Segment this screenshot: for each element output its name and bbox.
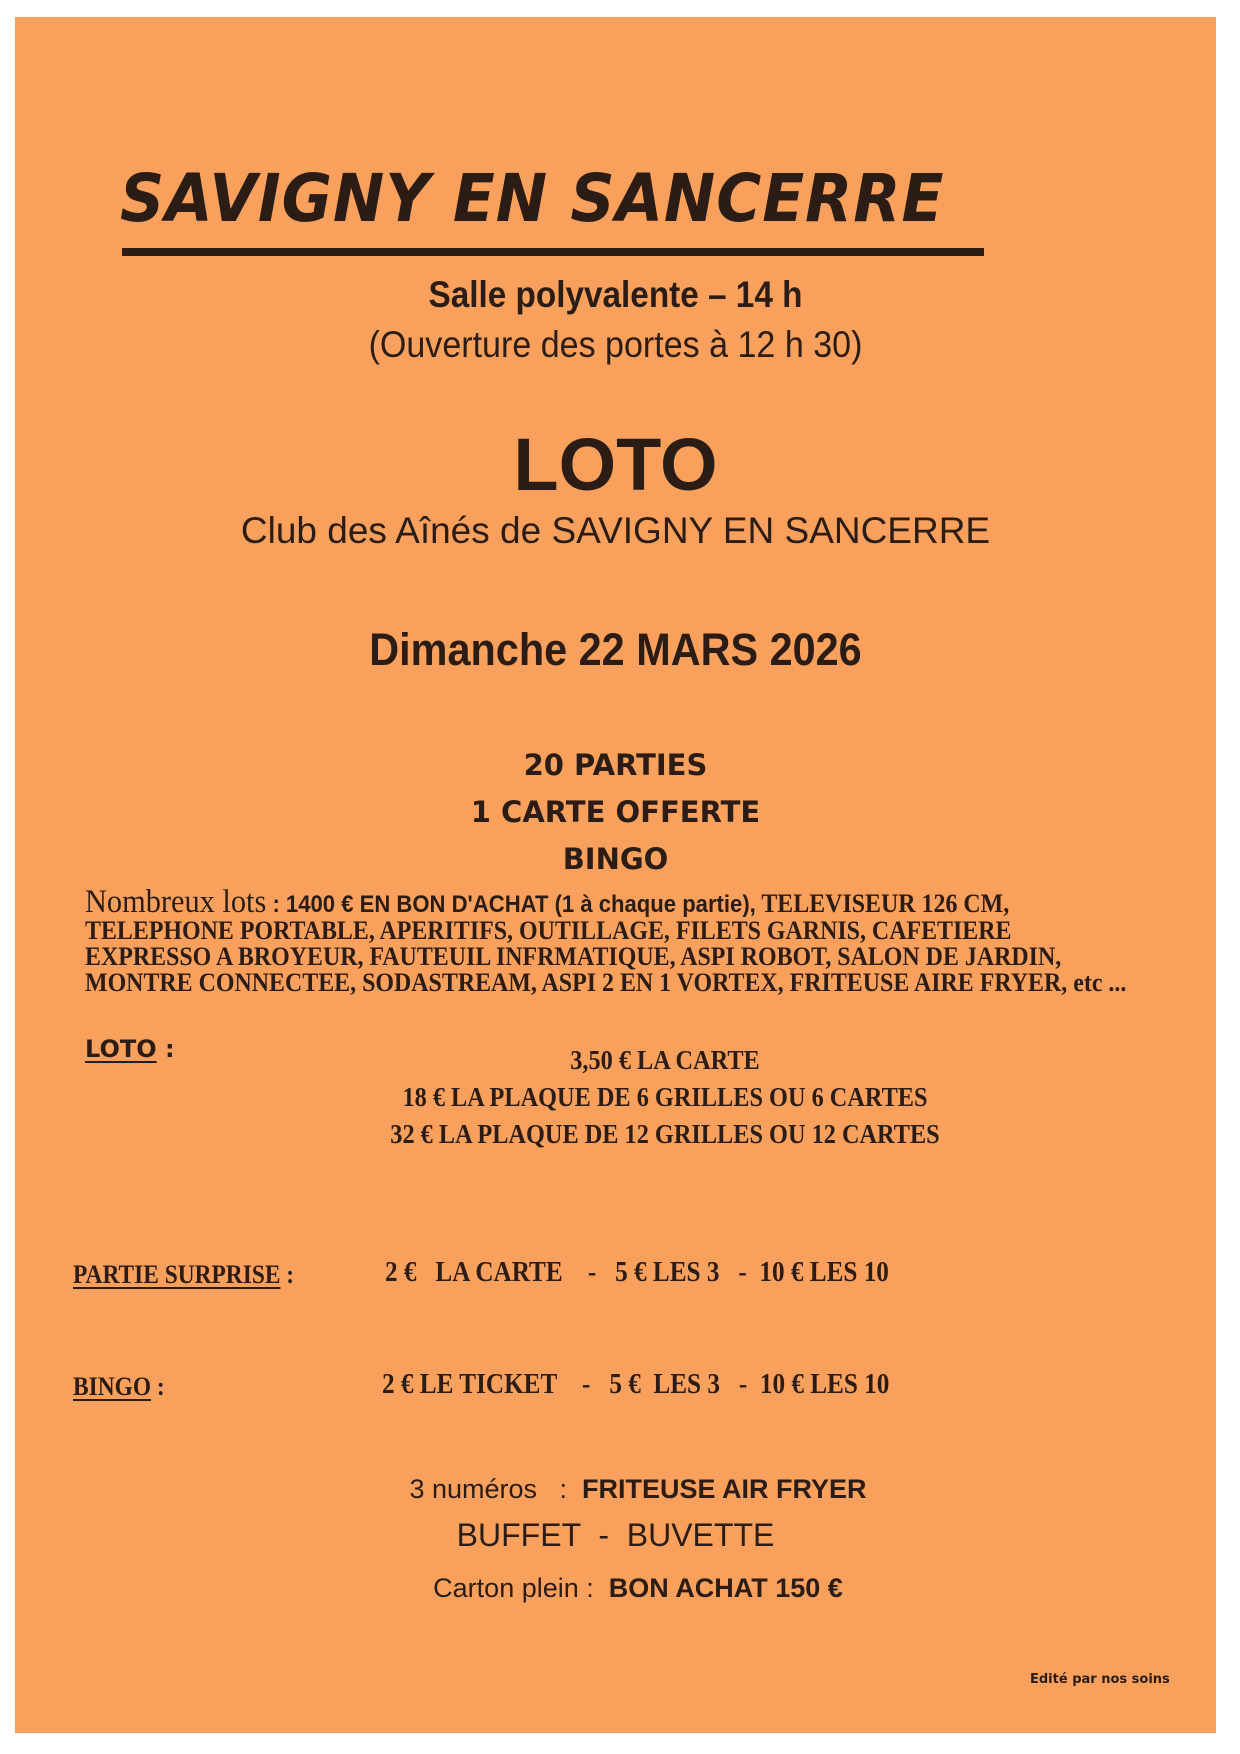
venue-time: Salle polyvalente – 14 h	[428, 274, 803, 315]
refreshments: BUFFET - BUVETTE	[456, 1517, 775, 1553]
loto-prices-label: LOTO :	[85, 1035, 175, 1063]
bingo-prize-item: 3 numéros : FRITEUSE AIR FRYER	[409, 1474, 867, 1504]
surprise-prices: 2 € LA CARTE - 5 € LES 3 - 10 € LES 10	[385, 1257, 889, 1288]
bingo-prize-item: Carton plein : BON ACHAT 150 €	[433, 1573, 843, 1603]
loto-price-item: 32 € LA PLAQUE DE 12 GRILLES OU 12 CARTES	[390, 1119, 940, 1149]
surprise-label: PARTIE SURPRISE :	[73, 1260, 295, 1289]
highlight-item: 20 PARTIES	[523, 748, 708, 782]
prizes-line-3: EXPRESSO A BROYEUR, FAUTEUIL INFRMATIQUE, ASPI ROBOT, SALON DE JARDIN,	[85, 942, 1062, 971]
event-date: Dimanche 22 MARS 2026	[369, 624, 862, 675]
footer-note: Edité par nos soins	[1030, 1672, 1170, 1687]
poster-title: SAVIGNY EN SANCERRE	[120, 160, 945, 237]
bingo-prices: 2 € LE TICKET - 5 € LES 3 - 10 € LES 10	[382, 1369, 890, 1400]
prizes-block	[85, 884, 1217, 997]
highlight-item: 1 CARTE OFFERTE	[470, 795, 761, 829]
prizes-lead: Nombreux lots	[85, 884, 267, 920]
title-underline	[122, 248, 984, 256]
bingo-label: BINGO :	[73, 1372, 165, 1401]
door-opening-time: (Ouverture des portes à 12 h 30)	[368, 324, 863, 365]
loto-price-item: 3,50 € LA CARTE	[570, 1045, 760, 1075]
highlights-list	[15, 742, 1216, 883]
loto-price-list	[350, 1042, 980, 1153]
loto-price-item: 18 € LA PLAQUE DE 6 GRILLES OU 6 CARTES	[402, 1082, 928, 1112]
main-prize: 1400 € EN BON D'ACHAT (1 à chaque partie),	[285, 891, 756, 918]
prizes-line-4: MONTRE CONNECTEE, SODASTREAM, ASPI 2 EN 1 VORTEX, FRITEUSE AIRE FRYER, etc ...	[85, 968, 1127, 997]
organizer: Club des Aînés de SAVIGNY EN SANCERRE	[240, 510, 991, 551]
prizes-line-1: Nombreux lots : 1400 € EN BON D'ACHAT (1 à chaque partie), TELEVISEUR 126 CM,	[85, 884, 1010, 920]
flyer-sheet	[15, 17, 1216, 1733]
highlight-item: BINGO	[562, 842, 669, 876]
prizes-line-2: TELEPHONE PORTABLE, APERITIFS, OUTILLAGE, FILETS GARNIS, CAFETIERE	[85, 916, 1012, 945]
event-name: LOTO	[513, 423, 718, 506]
